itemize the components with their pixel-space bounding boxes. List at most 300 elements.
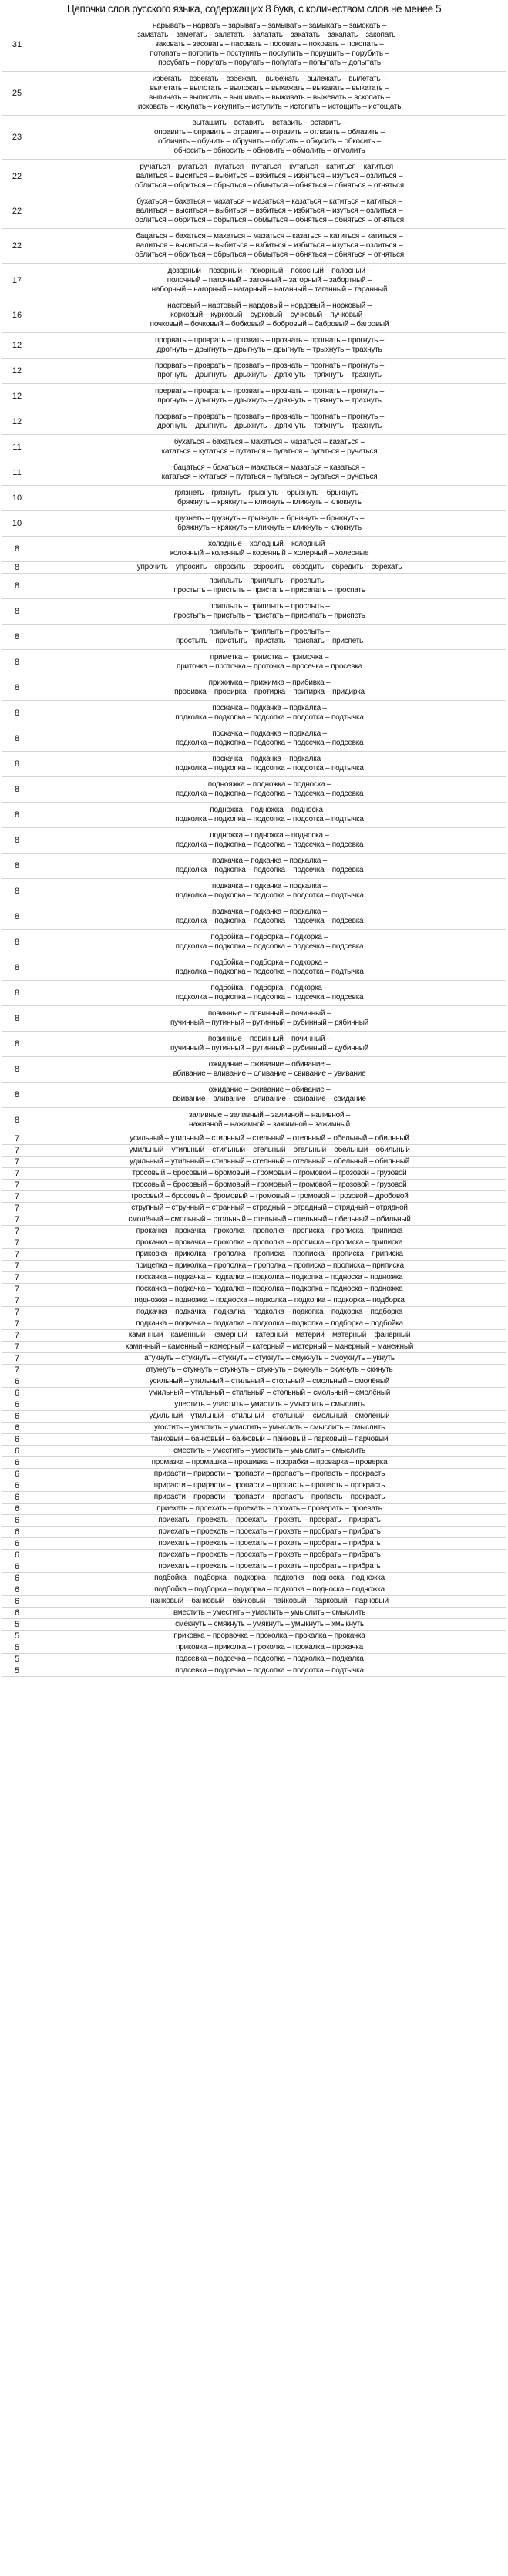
- chain-row: [2, 460, 506, 486]
- chain-line: танковый – банковый – байковый – пайковый – парковый – парчовый: [150, 1435, 389, 1443]
- chain-line: смолёный – смольный – стольный – стельный – отельный – обельный – обильный: [128, 1215, 411, 1224]
- chain-line: вылетать – вылотать – выложать – выхажать – выкавать – выкатать –: [150, 84, 389, 93]
- chain-row: [2, 1353, 506, 1365]
- chain-line: поднояжка – подножка – подноска –: [207, 780, 331, 789]
- chain-words: [32, 22, 506, 68]
- chain-line: подколка – подкопка – подсопка – подсечка – подсевка: [175, 917, 364, 925]
- chain-row: [2, 1108, 506, 1133]
- chain-words: [32, 1620, 506, 1629]
- chain-line: избегать – взбегать – взбежать – выбежать – вылежать – вылетать –: [152, 75, 387, 83]
- chain-words: [32, 780, 506, 799]
- chain-row: [2, 1284, 506, 1295]
- chain-words: [32, 1060, 506, 1079]
- chain-line: подножка – подножка – подноска –: [210, 806, 329, 814]
- chain-line: кататься – кутаться – путаться – пугаться – ругаться – ручаться: [161, 473, 378, 481]
- chain-words: [32, 857, 506, 875]
- chain-row: [2, 1191, 506, 1203]
- chain-line: ожидание – оживание – обивание –: [208, 1060, 331, 1069]
- chain-words: [32, 1157, 506, 1167]
- chain-count: 6: [14, 1493, 20, 1502]
- chain-count: 8: [14, 1065, 20, 1074]
- chain-count: 23: [12, 133, 22, 142]
- chain-words: [32, 1238, 506, 1248]
- chain-line: улестить – уластить – умастить – умыслить – смыслить: [174, 1400, 365, 1409]
- chain-row: [2, 1330, 506, 1342]
- chain-line: выташить – вставить – вставить – оставить –: [192, 119, 347, 127]
- chain-count: 8: [14, 1116, 20, 1125]
- word-chain-table: [2, 19, 506, 1677]
- chain-count: 22: [12, 207, 22, 216]
- chain-line: тросовый – бросовый – бромовый – громовый – громовой – грозовой – грузовой: [132, 1180, 407, 1189]
- chain-line: прирасти – прорасти – пропасти – пропасть – пропасть – прокрасть: [153, 1493, 385, 1501]
- chain-row: [2, 511, 506, 537]
- chain-words: [32, 1412, 506, 1421]
- chain-line: угостить – умастить – умастить – умыслить – смыслить – смыслить: [153, 1423, 385, 1432]
- chain-row: [2, 1083, 506, 1108]
- chain-line: промазка – промашка – прошивка – прорабка – проварка – проверка: [151, 1458, 388, 1466]
- chain-count: 5: [14, 1620, 20, 1629]
- chain-row: [2, 298, 506, 333]
- chain-row: [2, 854, 506, 879]
- chain-count: 7: [14, 1238, 20, 1248]
- chain-line: корковый – курковый – сурковый – сучковый – пучковый –: [170, 311, 368, 319]
- chain-count: 22: [12, 241, 22, 251]
- chain-words: [32, 1481, 506, 1490]
- chain-line: порубать – поругать – поругать – попугать – попытать – допытать: [158, 59, 381, 67]
- chain-row: [2, 1561, 506, 1573]
- chain-count: 5: [14, 1631, 20, 1641]
- chain-line: подбойка – подборка – подкорка –: [210, 933, 328, 941]
- chain-row: [2, 486, 506, 511]
- chain-words: [32, 1504, 506, 1514]
- chain-row: [2, 930, 506, 955]
- chain-row: [2, 1457, 506, 1469]
- chain-count: 7: [14, 1146, 20, 1155]
- chain-line: приплыть – приплыть – прослыть –: [209, 628, 330, 636]
- chain-row: [2, 1515, 506, 1527]
- chain-line: умильный – утильный – стильный – стольный – смольный – смолёный: [148, 1389, 391, 1397]
- chain-row: [2, 1469, 506, 1480]
- chain-line: подколка – подкопка – подсопка – подсечка – подсевка: [175, 739, 364, 747]
- chain-words: [32, 514, 506, 533]
- chain-line: ручаться – ругаться – пугаться – путаться – кутаться – катиться – катиться –: [140, 163, 399, 171]
- chain-words: [32, 163, 506, 190]
- chain-line: атукнуть – стукнуть – стукнуть – стукнуть – скукнуть – скукнуть – скинуть: [146, 1365, 393, 1374]
- chain-count: 7: [14, 1365, 20, 1375]
- chain-row: [2, 625, 506, 650]
- chain-words: [32, 1458, 506, 1467]
- chain-line: поскачка – подкачка – подкалка –: [212, 755, 327, 763]
- chain-line: дрогнуть – дрыгнуть – дрыхнуть – дряхнуть – тряхнуть – трахнуть: [157, 422, 382, 430]
- chain-row: [2, 384, 506, 409]
- chain-words: [32, 933, 506, 951]
- chain-words: [32, 1377, 506, 1386]
- chain-count: 22: [12, 172, 22, 181]
- chain-words: [32, 1435, 506, 1444]
- chain-words: [32, 1643, 506, 1652]
- chain-row: [2, 1654, 506, 1665]
- chain-count: 6: [14, 1516, 20, 1525]
- chain-row: [2, 562, 506, 574]
- chain-line: усильный – утильный – стильный – стельный – отельный – обельный – обильный: [130, 1134, 409, 1143]
- chain-row: [2, 599, 506, 625]
- chain-row: [2, 1550, 506, 1561]
- chain-count: 31: [12, 40, 22, 49]
- chain-line: подколка – подкопка – подсопка – подсечка – подсевка: [175, 942, 364, 951]
- chain-words: [32, 1446, 506, 1456]
- chain-words: [32, 1354, 506, 1363]
- chain-row: [2, 955, 506, 981]
- chain-words: [32, 984, 506, 1002]
- chain-words: [32, 1608, 506, 1618]
- chain-line: валиться – выситься – выбиться – взбиться – избиться – изуться – озлиться –: [136, 207, 403, 215]
- chain-line: подбойка – подборка – подкорка –: [210, 984, 328, 992]
- chain-line: поскачка – подкачка – подкалка – подколка – подкопка – подноска – подножка: [136, 1285, 403, 1293]
- chain-words: [32, 1342, 506, 1352]
- chain-line: подсевка – подсечка – подсопка – подсотка – подтычка: [175, 1666, 364, 1675]
- chain-count: 7: [14, 1192, 20, 1201]
- chain-count: 7: [14, 1134, 20, 1143]
- chain-line: прокачка – прокачка – проколка – прополка – прописка – прописка – приписка: [136, 1238, 403, 1247]
- chain-line: нарывать – нарвать – зарывать – замывать – замыкать – замокать –: [152, 22, 387, 30]
- chain-row: [2, 828, 506, 854]
- chain-words: [32, 1539, 506, 1548]
- chain-row: [2, 1180, 506, 1191]
- chain-count: 6: [14, 1562, 20, 1571]
- chain-line: подкачка – подкачка – подкалка – подколка – подкопка – подкорка – подборка: [136, 1308, 403, 1316]
- chain-count: 6: [14, 1527, 20, 1537]
- chain-line: наживной – нажимной – зажимной – зажимный: [189, 1120, 350, 1129]
- chain-words: [32, 1319, 506, 1328]
- chain-line: тросовый – бросовый – бромовый – громовый – громовой – грозовой – дробовой: [130, 1192, 409, 1200]
- chain-row: [2, 1214, 506, 1226]
- chain-count: 7: [14, 1169, 20, 1178]
- chain-words: [32, 1009, 506, 1028]
- chain-line: усильный – утильный – стильный – стольный – смольный – смолёный: [149, 1377, 390, 1386]
- chain-count: 8: [14, 785, 20, 794]
- chain-row: [2, 1573, 506, 1584]
- chain-words: [32, 806, 506, 824]
- chain-count: 12: [12, 366, 22, 375]
- chain-row: [2, 879, 506, 904]
- chain-count: 7: [14, 1331, 20, 1340]
- chain-row: [2, 1006, 506, 1032]
- chain-line: подножка – подножка – подноска – подколка – подкопка – подкорка – подборка: [134, 1296, 405, 1305]
- chain-count: 8: [14, 544, 20, 554]
- chain-line: подколка – подкопка – подсопка – подсечка – подсевка: [175, 790, 364, 798]
- chain-line: обличить – обучить – обручить – обусить – обкусить – обкосить –: [157, 137, 382, 146]
- chain-count: 8: [14, 861, 20, 870]
- chain-line: подколка – подкопка – подсопка – подсотка – подтычка: [175, 713, 364, 722]
- chain-count: 25: [12, 89, 22, 98]
- chain-words: [32, 540, 506, 558]
- chain-row: [2, 1168, 506, 1180]
- chain-line: умильный – утильный – стильный – стельный – отельный – обельный – обильный: [129, 1146, 410, 1154]
- chain-count: 12: [12, 417, 22, 426]
- chain-line: валиться – выситься – выбиться – взбиться – избиться – изуться – озлиться –: [136, 241, 403, 250]
- chain-row: [2, 1446, 506, 1457]
- chain-count: 6: [14, 1423, 20, 1433]
- chain-row: [2, 359, 506, 384]
- chain-line: потопать – потопить – поступить – поступить – порушить – порубить –: [150, 49, 389, 58]
- chain-row: [2, 1608, 506, 1619]
- chain-words: [32, 653, 506, 672]
- chain-row: [2, 1057, 506, 1083]
- chain-line: простыть – пристыть – пристать – присапать – проспать: [173, 586, 365, 594]
- chain-row: [2, 1527, 506, 1538]
- chain-words: [32, 958, 506, 977]
- chain-line: приковка – прорвочка – проколка – прокалка – прокачка: [173, 1631, 365, 1640]
- chain-line: приплыть – приплыть – прослыть –: [209, 577, 330, 585]
- chain-line: бацаться – бахаться – махаться – мазаться – казаться – катиться – катиться –: [136, 232, 403, 241]
- chain-words: [32, 882, 506, 901]
- chain-words: [32, 387, 506, 406]
- chain-count: 8: [14, 632, 20, 641]
- chain-line: приехать – проехать – проехать – прохать – пробрать – прибрать: [158, 1527, 381, 1536]
- chain-line: вбивание – вливание – сливание – свивание – увивание: [173, 1069, 366, 1078]
- chain-line: колонный – коленный – коренный – холерный – холерные: [170, 549, 369, 557]
- chain-count: 7: [14, 1250, 20, 1259]
- chain-row: [2, 1295, 506, 1307]
- chain-line: подкачка – подкачка – подкалка – подколка – подкопка – подборка – подбойка: [136, 1319, 403, 1328]
- chain-line: подсевка – подсечка – подсопка – подколка – подкалка: [175, 1655, 364, 1663]
- chain-words: [32, 336, 506, 355]
- chain-line: подколка – подкопка – подсопка – подсотка – подтычка: [175, 764, 364, 773]
- chain-words: [32, 119, 506, 156]
- chain-row: [2, 803, 506, 828]
- chain-words: [32, 563, 506, 572]
- chain-row: [2, 1249, 506, 1261]
- chain-count: 7: [14, 1215, 20, 1224]
- chain-line: выпинать – выписать – вышивать – выживать – выжевать – вскопать –: [149, 93, 390, 102]
- chain-count: 8: [14, 709, 20, 718]
- chain-line: холодные – холодный – колодный –: [207, 540, 331, 548]
- chain-count: 5: [14, 1666, 20, 1675]
- chain-line: поскачка – подкачка – подкалка – подколка – подкопка – подноска – подножка: [136, 1273, 403, 1281]
- chain-count: 8: [14, 1090, 20, 1099]
- chain-line: облиться – обриться – обрыться – обмыться – обняться – обняться – отняться: [135, 216, 404, 224]
- chain-row: [2, 650, 506, 675]
- chain-words: [32, 1585, 506, 1594]
- chain-line: смекнуть – смякнуть – умякнуть – умыкнуть – хмыкнуть: [175, 1620, 364, 1628]
- chain-line: прорвать – проврать – прозвать – прознать – прогнать – прогнуть –: [154, 362, 384, 370]
- chain-line: тросовый – бросовый – бромовый – громовый – громовой – грозовой – грузовой: [132, 1169, 407, 1177]
- chain-count: 8: [14, 1014, 20, 1023]
- chain-row: [2, 333, 506, 359]
- chain-line: почковый – бочковый – бобковый – бобровый – бабровый – багровый: [150, 320, 389, 328]
- chain-line: бухаться – бахаться – махаться – мазаться – казаться –: [173, 438, 365, 446]
- chain-row: [2, 1376, 506, 1388]
- chain-row: [2, 1596, 506, 1608]
- chain-line: сместить – уместить – умастить – умыслить – смыслить: [173, 1446, 365, 1455]
- chain-words: [32, 602, 506, 621]
- chain-line: пробивка – пробирка – протирка – притирка – придирка: [174, 688, 365, 696]
- chain-words: [32, 267, 506, 295]
- chain-count: 8: [14, 607, 20, 616]
- chain-line: нанковый – банковый – байковый – пайковый – парковый – парчовый: [150, 1597, 389, 1605]
- chain-line: прирасти – прирасти – пропасти – пропасть – пропасть – прокрасть: [153, 1470, 385, 1478]
- chain-words: [32, 1493, 506, 1502]
- chain-line: заливные – заливный – заливной – наливной –: [188, 1111, 351, 1120]
- chain-line: бацаться – бахаться – махаться – мазаться – казаться –: [173, 463, 365, 472]
- chain-words: [32, 1086, 506, 1104]
- chain-count: 7: [14, 1296, 20, 1305]
- chain-line: струпный – струнный – странный – страдный – отрадный – отрядный – отрядной: [131, 1204, 408, 1212]
- chain-row: [2, 701, 506, 726]
- chain-words: [32, 1655, 506, 1664]
- chain-line: вместить – уместить – умастить – умыслить – смыслить: [173, 1608, 366, 1617]
- chain-line: приметка – примотка – примочка –: [210, 653, 329, 662]
- chain-row: [2, 981, 506, 1006]
- chain-row: [2, 264, 506, 298]
- chain-count: 8: [14, 988, 20, 998]
- chain-line: каминный – каменный – камерный – катерный – материй – матерный – фанерный: [128, 1331, 411, 1339]
- chain-count: 8: [14, 938, 20, 947]
- chain-line: прорвать – проврать – прозвать – прознать – прогнать – прогнуть –: [154, 336, 384, 345]
- chain-count: 8: [14, 581, 20, 591]
- chain-row: [2, 1318, 506, 1330]
- chain-row: [2, 116, 506, 160]
- chain-line: ожидание – оживание – обивание –: [208, 1086, 331, 1094]
- chain-words: [32, 1331, 506, 1340]
- chain-words: [32, 1423, 506, 1433]
- chain-count: 8: [14, 912, 20, 921]
- chain-row: [2, 777, 506, 803]
- chain-line: подбойка – подборка – подкорка –: [210, 958, 328, 967]
- chain-count: 8: [14, 658, 20, 667]
- chain-words: [32, 1296, 506, 1305]
- chain-words: [32, 1192, 506, 1201]
- chain-count: 10: [12, 493, 22, 503]
- chain-line: прервать – проврать – прозвать – прознать – прогнать – прогнуть –: [154, 412, 384, 421]
- chain-row: [2, 1631, 506, 1642]
- chain-line: настовый – нартовый – нардовый – нордовый – норковый –: [167, 301, 372, 310]
- chain-words: [32, 628, 506, 646]
- chain-line: подколка – подкопка – подсопка – подсечка – подсевка: [175, 993, 364, 1002]
- chain-line: удильный – утильный – стильный – стольный – смольный – смолёный: [149, 1412, 390, 1420]
- chain-count: 6: [14, 1389, 20, 1398]
- chain-line: повинные – повинный – починный –: [207, 1035, 331, 1043]
- chain-row: [2, 1032, 506, 1057]
- chain-count: 7: [14, 1285, 20, 1294]
- chain-row: [2, 574, 506, 599]
- chain-row: [2, 752, 506, 777]
- chain-row: [2, 1203, 506, 1214]
- chain-line: простыть – пристыть – пристать – приспать – приспеть: [176, 637, 363, 645]
- chain-words: [32, 1527, 506, 1537]
- chain-line: приплыть – приплыть – прослыть –: [209, 602, 330, 611]
- chain-row: [2, 1504, 506, 1515]
- chain-line: подбойка – подборка – подкорка – подкопка – подноска – подножка: [154, 1585, 385, 1594]
- chain-words: [32, 1035, 506, 1053]
- chain-words: [32, 679, 506, 697]
- chain-line: подколка – подкопка – подсопка – подсотка – подтычка: [175, 968, 364, 976]
- chain-count: 7: [14, 1261, 20, 1271]
- chain-row: [2, 1642, 506, 1654]
- chain-line: подколка – подкопка – подсопка – подсечка – подсевка: [175, 840, 364, 849]
- chain-row: [2, 229, 506, 264]
- chain-count: 6: [14, 1597, 20, 1606]
- chain-line: обносить – обносить – обновить – обмолить – отмолить: [173, 146, 365, 155]
- chain-count: 6: [14, 1435, 20, 1444]
- chain-line: бряжнуть – крякнуть – кликнуть – кликнуть – клюкнуть: [177, 498, 362, 507]
- chain-row: [2, 1388, 506, 1399]
- chain-count: 6: [14, 1481, 20, 1490]
- chain-line: облиться – обриться – обрыться – обмыться – обняться – обняться – отняться: [135, 251, 404, 259]
- chain-words: [32, 1169, 506, 1178]
- chain-count: 8: [14, 1039, 20, 1049]
- chain-line: каминный – каменный – камерный – катерный – матерный – манерный – манежный: [125, 1342, 414, 1351]
- chain-line: повинные – повинный – починный –: [207, 1009, 331, 1018]
- chain-line: удильный – утильный – стильный – стельный – отельный – обельный – обильный: [129, 1157, 410, 1166]
- chain-words: [32, 1400, 506, 1409]
- chain-line: пучинный – путинный – рутинный – рубинный – рябинный: [170, 1019, 369, 1027]
- chain-words: [32, 1111, 506, 1130]
- chain-line: упрочить – упросить – спросить – сбросить – сбродить – сбредить – сбрехать: [136, 563, 402, 571]
- chain-row: [2, 1619, 506, 1631]
- chain-line: приехать – проехать – проехать – прохать – пробрать – прибрать: [158, 1562, 381, 1571]
- chain-line: исковать – искупать – искупить – иступить – истопить – истощить – истощать: [137, 103, 402, 111]
- chain-words: [32, 1180, 506, 1190]
- chain-row: [2, 72, 506, 116]
- chain-row: [2, 1434, 506, 1446]
- chain-words: [32, 1227, 506, 1236]
- chain-line: вбивание – вливание – сливание – свивание – свидание: [173, 1095, 366, 1103]
- chain-count: 7: [14, 1157, 20, 1167]
- chain-row: [2, 1492, 506, 1504]
- chain-count: 7: [14, 1319, 20, 1328]
- chain-count: 5: [14, 1655, 20, 1664]
- chain-count: 5: [14, 1643, 20, 1652]
- chain-row: [2, 1342, 506, 1353]
- chain-row: [2, 19, 506, 72]
- chain-words: [32, 1666, 506, 1675]
- chain-line: дрогнуть – дрыгнуть – дрыгнуть – дрыгнуть – трыхнуть – трахнуть: [156, 345, 382, 354]
- chain-line: пучинный – путинный – рутинный – рубинный – дубинный: [170, 1044, 369, 1052]
- chain-words: [32, 1285, 506, 1294]
- chain-line: подкачка – подкачка – подкалка –: [211, 907, 328, 916]
- chain-count: 8: [14, 734, 20, 743]
- chain-line: приехать – проехать – проехать – прохать – пробрать – прибрать: [158, 1516, 381, 1524]
- chain-row: [2, 1423, 506, 1434]
- chain-words: [32, 1365, 506, 1375]
- chain-line: бухаться – бахаться – махаться – мазаться – казаться – катиться – катиться –: [136, 197, 402, 206]
- chain-line: приехать – проехать – проехать – прохать – проверать – проевать: [156, 1504, 382, 1513]
- chain-row: [2, 726, 506, 752]
- chain-row: [2, 160, 506, 194]
- chain-row: [2, 1261, 506, 1272]
- chain-row: [2, 1584, 506, 1596]
- chain-row: [2, 1272, 506, 1284]
- chain-words: [32, 1134, 506, 1143]
- chain-line: подкачка – подкачка – подкалка –: [211, 857, 328, 865]
- chain-words: [32, 729, 506, 748]
- chain-row: [2, 1157, 506, 1168]
- chain-count: 6: [14, 1377, 20, 1386]
- chain-words: [32, 755, 506, 773]
- chain-row: [2, 1307, 506, 1318]
- chain-words: [32, 489, 506, 507]
- chain-row: [2, 1399, 506, 1411]
- chain-words: [32, 1597, 506, 1606]
- chain-words: [32, 412, 506, 431]
- chain-row: [2, 435, 506, 460]
- chain-line: прицепка – приколка – прополка – прополка – прописка – прописка – приписка: [135, 1261, 404, 1270]
- chain-count: 7: [14, 1180, 20, 1190]
- chain-line: приехать – проехать – проехать – прохать – пробрать – прибрать: [158, 1539, 381, 1547]
- chain-count: 7: [14, 1273, 20, 1282]
- chain-line: подколка – подкопка – подсопка – подсотка – подтычка: [175, 891, 364, 900]
